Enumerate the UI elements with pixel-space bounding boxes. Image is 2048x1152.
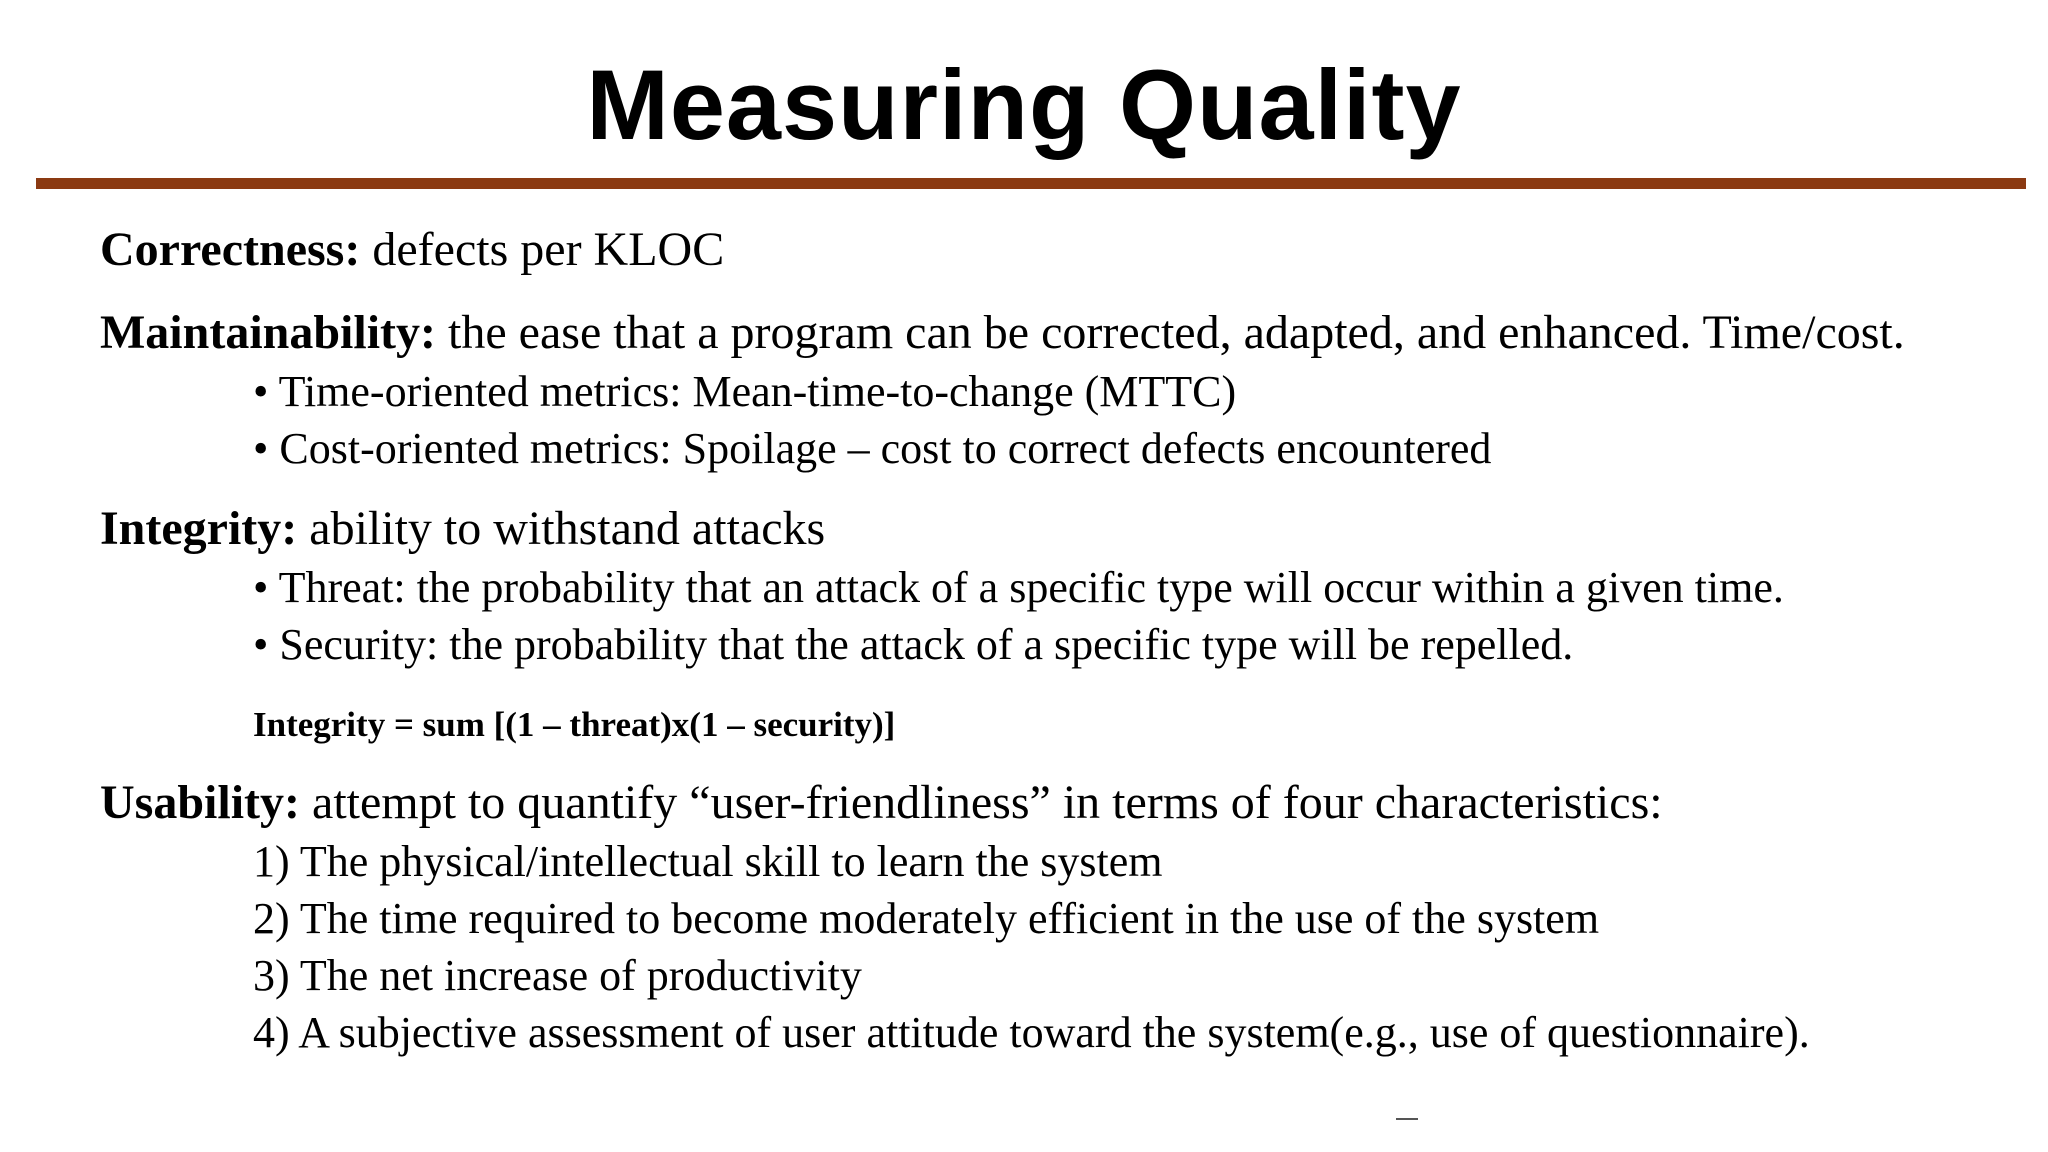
usability-item-4: 4) A subjective assessment of user attitude toward the system(e.g., use of questionnaire).	[253, 1008, 1810, 1057]
integrity-line	[100, 501, 825, 557]
usability-term: Usability:	[100, 776, 301, 829]
maintainability-text: the ease that a program can be corrected, adapted, and enhanced. Time/cost.	[436, 306, 1905, 359]
usability-item-1: 1) The physical/intellectual skill to learn the system	[253, 837, 1163, 886]
usability-item-3: 3) The net increase of productivity	[253, 951, 862, 1000]
correctness-term: Correctness:	[100, 223, 361, 276]
integrity-bullet-threat: • Threat: the probability that an attack of a specific type will occur within a given time.	[253, 563, 1784, 612]
maintainability-term: Maintainability:	[100, 306, 437, 359]
footer-dash	[1396, 1118, 1418, 1120]
usability-item-2: 2) The time required to become moderately efficient in the use of the system	[253, 894, 1600, 943]
title-divider	[36, 178, 2026, 189]
usability-text: attempt to quantify “user-friendliness” in terms of four characteristics:	[300, 776, 1663, 829]
maintainability-bullet-1: • Time-oriented metrics: Mean-time-to-change (MTTC)	[253, 367, 1237, 416]
maintainability-bullet-2: • Cost-oriented metrics: Spoilage – cost to correct defects encountered	[253, 424, 1492, 473]
integrity-text: ability to withstand attacks	[297, 502, 826, 555]
integrity-bullet-security: • Security: the probability that the attack of a specific type will be repelled.	[253, 620, 1574, 669]
maintainability-line	[100, 305, 1905, 361]
integrity-formula: Integrity = sum [(1 – threat)x(1 – security)]	[253, 705, 896, 744]
slide-title: Measuring Quality	[586, 49, 1462, 160]
usability-line	[100, 775, 1663, 831]
integrity-term: Integrity:	[100, 502, 298, 555]
correctness-line	[100, 222, 724, 278]
correctness-text: defects per KLOC	[360, 223, 725, 276]
